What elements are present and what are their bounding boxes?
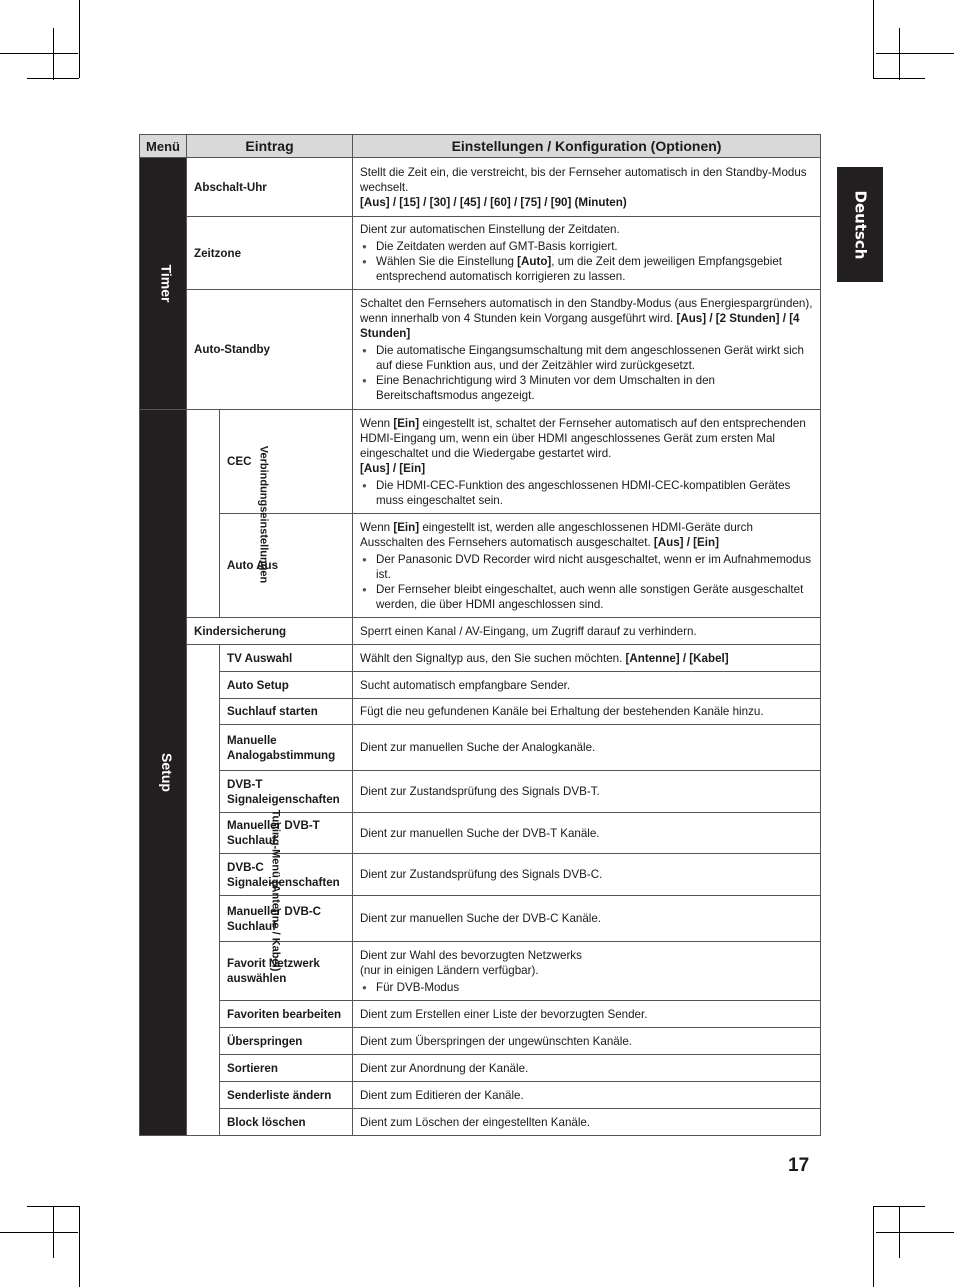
entry-label: Favoriten bearbeiten	[220, 1001, 353, 1028]
crop-mark	[0, 1232, 78, 1233]
entry-label: Auto Setup	[220, 672, 353, 699]
entry-label: Manuelle Analogabstimmung	[220, 725, 353, 771]
entry-label: Überspringen	[220, 1028, 353, 1055]
bullet-item: ● Für DVB-Modus	[360, 980, 813, 995]
entry-label: Auto Aus	[220, 514, 353, 618]
table-row	[140, 618, 821, 645]
crop-mark	[27, 78, 79, 79]
crop-mark	[873, 1206, 925, 1207]
bullet-item: ● Der Fernseher bleibt eingeschaltet, auch wenn alle sonstigen Geräte ausgeschaltet werden, die über HDMI angeschlossen sind.	[360, 582, 813, 612]
crop-mark	[27, 1206, 79, 1207]
crop-mark	[899, 28, 900, 80]
entry-description: Schaltet den Fernsehers automatisch in den Standby-Modus (aus Energiespargründen), wenn innerhalb von 4 Stunden kein Vorgang ausgeführt wird. [Aus] / [2 Stunden] / [4 Stunden] ● Die automatische Eingangsumschaltung mit dem angeschlossenen Gerät wirkt sich auf diese Funktion aus, und der Zeitzähler wird zurückgesetzt. ● Eine Benachrichtigung wird 3 Minuten vor dem Umschalten in den Bereitschaftsmodus angezeigt.	[353, 290, 821, 410]
bullet-item: ● Die automatische Eingangsumschaltung mit dem angeschlossenen Gerät wirkt sich auf diese Funktion aus, und der Zeitzähler wird zurückgesetzt.	[360, 343, 813, 373]
crop-mark	[876, 53, 954, 54]
menu-setup	[140, 410, 187, 1136]
entry-description: Dient zur Zustandsprüfung des Signals DVB-C.	[353, 854, 821, 896]
header-entry: Eintrag	[187, 135, 353, 158]
table-row	[140, 725, 821, 771]
crop-mark	[79, 1206, 80, 1287]
settings-table	[139, 134, 821, 1136]
crop-mark	[873, 0, 874, 78]
bullet-item: ● Die HDMI-CEC-Funktion des angeschlossenen HDMI-CEC-kompatiblen Gerätes muss eingeschaltet sein.	[360, 478, 813, 508]
page-number: 17	[788, 1155, 810, 1176]
bullet-item: ● Der Panasonic DVD Recorder wird nicht ausgeschaltet, wenn er im Aufnahmemodus ist.	[360, 552, 813, 582]
table-row	[140, 896, 821, 942]
table-row	[140, 1082, 821, 1109]
entry-label: Sortieren	[220, 1055, 353, 1082]
menu-setup-label: Setup	[158, 752, 175, 792]
entry-label: TV Auswahl	[220, 645, 353, 672]
bullet-item: ● Wählen Sie die Einstellung [Auto], um die Zeit dem jeweiligen Empfangsgebiet entsprechend automatisch korrigieren zu lassen.	[360, 254, 813, 284]
table-row	[140, 1109, 821, 1136]
crop-mark	[0, 53, 78, 54]
entry-label: Zeitzone	[187, 217, 353, 290]
entry-label: Kindersicherung	[187, 618, 353, 645]
table-row	[140, 514, 821, 618]
table-row	[140, 942, 821, 1001]
table-header-row	[140, 135, 821, 158]
menu-timer-label: Timer	[158, 264, 175, 302]
entry-label: Manueller DVB-T Suchlauf	[220, 813, 353, 854]
entry-description: Dient zur automatischen Einstellung der Zeitdaten. ● Die Zeitdaten werden auf GMT-Basis korrigiert. ● Wählen Sie die Einstellung [Auto], um die Zeit dem jeweiligen Empfangsgebiet entsprechend automatisch korrigieren zu lassen.	[353, 217, 821, 290]
entry-label: Auto-Standby	[187, 290, 353, 410]
entry-description: Dient zur Wahl des bevorzugten Netzwerks (nur in einigen Ländern verfügbar). ● Für DVB-Modus	[353, 942, 821, 1001]
table-row	[140, 1001, 821, 1028]
entry-description: Dient zur Anordnung der Kanäle.	[353, 1055, 821, 1082]
header-menu: Menü	[140, 135, 187, 158]
group-tuning-label: Tuning-Menü (Antenne / Kabel)	[269, 809, 282, 972]
crop-mark	[79, 0, 80, 78]
crop-mark	[876, 1232, 954, 1233]
table-row	[140, 699, 821, 725]
table-row	[140, 672, 821, 699]
table-row	[140, 645, 821, 672]
crop-mark	[53, 1206, 54, 1258]
bullet-item: ● Die Zeitdaten werden auf GMT-Basis korrigiert.	[360, 239, 813, 254]
entry-description: Dient zum Erstellen einer Liste der bevorzugten Sender.	[353, 1001, 821, 1028]
table-row	[140, 1028, 821, 1055]
entry-description: Dient zum Löschen der eingestellten Kanäle.	[353, 1109, 821, 1136]
entry-description: Wenn [Ein] eingestellt ist, werden alle angeschlossenen HDMI-Geräte durch Ausschalten des Fernsehers automatisch ausgeschaltet. [Aus] / [Ein] ● Der Panasonic DVD Recorder wird nicht ausgeschaltet, wenn er im Aufnahmemodus ist. ● Der Fernseher bleibt eingeschaltet, auch wenn alle sonstigen Geräte ausgeschaltet werden, die über HDMI angeschlossen sind.	[353, 514, 821, 618]
entry-description: Dient zum Überspringen der ungewünschten Kanäle.	[353, 1028, 821, 1055]
table-row	[140, 771, 821, 813]
entry-label: Abschalt-Uhr	[187, 158, 353, 217]
entry-description: Sucht automatisch empfangbare Sender.	[353, 672, 821, 699]
group-connection-label: Verbindungseinstellungen	[257, 445, 270, 583]
crop-mark	[873, 78, 925, 79]
entry-description: Dient zur manuellen Suche der DVB-C Kanäle.	[353, 896, 821, 942]
menu-timer	[140, 158, 187, 410]
header-settings: Einstellungen / Konfiguration (Optionen)	[353, 135, 821, 158]
entry-description: Dient zur manuellen Suche der DVB-T Kanäle.	[353, 813, 821, 854]
table-row	[140, 158, 821, 217]
entry-description: Sperrt einen Kanal / AV-Eingang, um Zugriff darauf zu verhindern.	[353, 618, 821, 645]
table-row	[140, 217, 821, 290]
language-tab-label: Deutsch	[851, 190, 870, 259]
entry-description: Wählt den Signaltyp aus, den Sie suchen möchten. [Antenne] / [Kabel]	[353, 645, 821, 672]
entry-description: Dient zur manuellen Suche der Analogkanäle.	[353, 725, 821, 771]
entry-label: Suchlauf starten	[220, 699, 353, 725]
entry-label: CEC	[220, 410, 353, 514]
entry-label: DVB-C Signaleigenschaften	[220, 854, 353, 896]
crop-mark	[53, 28, 54, 80]
entry-description: Fügt die neu gefundenen Kanäle bei Erhaltung der bestehenden Kanäle hinzu.	[353, 699, 821, 725]
entry-label: DVB-T Signaleigenschaften	[220, 771, 353, 813]
table-row	[140, 290, 821, 410]
crop-mark	[899, 1206, 900, 1258]
entry-description: Wenn [Ein] eingestellt ist, schaltet der Fernseher automatisch auf den entsprechenden HDMI-Eingang um, wenn ein über HDMI angeschlossenes Gerät zum ersten Mal eingeschaltet und die Wiedergabe gestartet wird. [Aus] / [Ein] ● Die HDMI-CEC-Funktion des angeschlossenen HDMI-CEC-kompatiblen Gerätes muss eingeschaltet sein.	[353, 410, 821, 514]
table-row	[140, 854, 821, 896]
entry-description: Dient zum Editieren der Kanäle.	[353, 1082, 821, 1109]
entry-description: Dient zur Zustandsprüfung des Signals DVB-T.	[353, 771, 821, 813]
table-row	[140, 813, 821, 854]
entry-label: Block löschen	[220, 1109, 353, 1136]
entry-label: Favorit Netzwerk auswählen	[220, 942, 353, 1001]
entry-label: Senderliste ändern	[220, 1082, 353, 1109]
language-tab	[837, 167, 883, 282]
table-row	[140, 1055, 821, 1082]
table-row	[140, 410, 821, 514]
entry-label: Manueller DVB-C Suchlauf	[220, 896, 353, 942]
bullet-item: ● Eine Benachrichtigung wird 3 Minuten vor dem Umschalten in den Bereitschaftsmodus angezeigt.	[360, 373, 813, 403]
entry-description: Stellt die Zeit ein, die verstreicht, bis der Fernseher automatisch in den Standby-Modus wechselt. [Aus] / [15] / [30] / [45] / [60] / [75] / [90] (Minuten)	[353, 158, 821, 217]
crop-mark	[873, 1206, 874, 1287]
